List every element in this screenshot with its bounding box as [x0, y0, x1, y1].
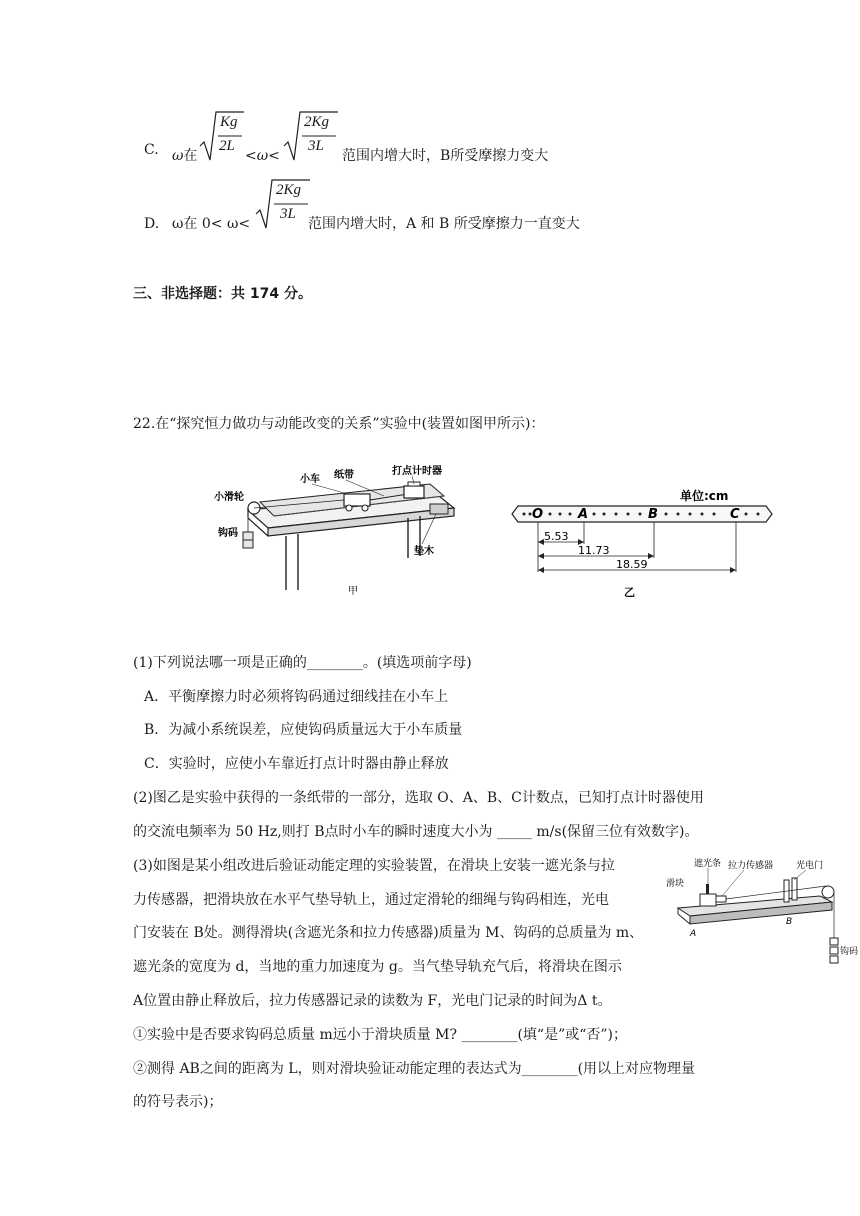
option-c-text: 范围内增大时，B所受摩擦力变大	[342, 148, 549, 164]
q22-p1-option-a: A．平衡摩擦力时必须将钩码通过细线挂在小车上	[144, 689, 449, 705]
figure-yi	[504, 480, 776, 602]
q22-sub-2-line2: 的符号表示)；	[133, 1094, 223, 1110]
q22-p3-line3: 门安装在 B处。测得滑块(含遮光条和拉力传感器)质量为 M、钩码的总质量为 m、	[133, 925, 644, 941]
jia-label-weight: 钩码	[218, 528, 238, 539]
yi-unit: 单位:cm	[680, 489, 729, 503]
q22-p3-line5: A位置由静止释放后，拉力传感器记录的读数为 F，光电门记录的时间为Δ t。	[133, 993, 612, 1009]
option-d-text: 范围内增大时，A 和 B 所受摩擦力一直变大	[308, 216, 580, 232]
q22-p1: (1)下列说法哪一项是正确的________。(填选项前字母)	[133, 655, 472, 671]
option-c-f2-num: 2Kg	[304, 114, 330, 130]
q22-p1-option-b: B．为减小系统误差，应使钩码质量远大于小车质量	[144, 722, 463, 738]
q22-p3-line2: 力传感器，把滑块放在水平气垫导轨上，通过定滑轮的细绳与钩码相连，光电	[133, 892, 609, 908]
fig3-label-slider: 滑块	[666, 879, 685, 889]
jia-label-car: 小车	[300, 474, 320, 485]
option-d-f-den: 3L	[280, 206, 296, 222]
yi-d1: 5.53	[544, 530, 569, 543]
option-c-letter: C.	[144, 142, 159, 158]
figure-air-track	[660, 850, 858, 970]
option-c-omega: ω在	[172, 148, 198, 164]
section-heading: 三、非选择题：共 174 分。	[133, 286, 312, 302]
q22-p3-line4: 遮光条的宽度为 d，当地的重力加速度为 g。当气垫导轨充气后，将滑块在图示	[133, 959, 622, 975]
jia-label-pulley: 小滑轮	[214, 492, 244, 503]
option-d-prefix: ω在 0< ω<	[172, 216, 251, 232]
option-d-letter: D.	[144, 216, 160, 232]
q22-stem: 22.在“探究恒力做功与动能改变的关系”实验中(装置如图甲所示)：	[133, 416, 545, 432]
yi-point-o: O	[532, 507, 544, 522]
fig3-label-strip: 遮光条	[694, 859, 722, 869]
q22-sub-1: ①实验中是否要求钩码总质量 m远小于滑块质量 M? ________(填“是”或“否”)；	[133, 1027, 628, 1043]
option-c-lt-1: <ω<	[245, 148, 280, 164]
yi-point-c: C	[730, 507, 740, 522]
option-c	[144, 140, 159, 160]
fig3-label-b: B	[786, 917, 793, 927]
jia-label-tape: 纸带	[334, 470, 354, 481]
option-d-f-num: 2Kg	[276, 182, 302, 198]
q22-p2-line1: (2)图乙是实验中获得的一条纸带的一部分，选取 O、A、B、C计数点，已知打点计时器使用	[133, 790, 704, 806]
yi-caption: 乙	[624, 586, 635, 599]
fig3-label-weight: 钩码	[840, 947, 858, 957]
jia-caption: 甲	[348, 586, 358, 597]
jia-label-timer: 打点计时器	[392, 466, 442, 477]
jia-label-block: 垫木	[414, 546, 434, 557]
yi-point-b: B	[648, 507, 658, 522]
option-c-f2-den: 3L	[308, 138, 324, 154]
option-c-f1-den: 2L	[219, 138, 235, 154]
q22-p3-line1: (3)如图是某小组改进后验证动能定理的实验装置，在滑块上安装一遮光条与拉	[133, 858, 615, 874]
yi-d3: 18.59	[616, 558, 648, 571]
q22-p2-line2: 的交流电频率为 50 Hz,则打 B点时小车的瞬时速度大小为 _____ m/s(保留三位有效数字)。	[133, 824, 699, 840]
q22-sub-2-line1: ②测得 AB之间的距离为 L，则对滑块验证动能定理的表达式为________(用以上对应物理量	[133, 1061, 696, 1077]
yi-point-a: A	[578, 507, 589, 522]
option-c-f1-num: Kg	[220, 114, 238, 130]
fig3-label-sensor: 拉力传感器	[728, 861, 774, 871]
q22-p1-option-c: C．实验时，应使小车靠近打点计时器由静止释放	[144, 756, 449, 772]
option-d	[144, 214, 159, 234]
yi-d2: 11.73	[578, 544, 610, 557]
figure-jia	[208, 458, 468, 604]
fig3-label-a: A	[690, 929, 697, 939]
fig3-label-gate: 光电门	[796, 861, 824, 871]
